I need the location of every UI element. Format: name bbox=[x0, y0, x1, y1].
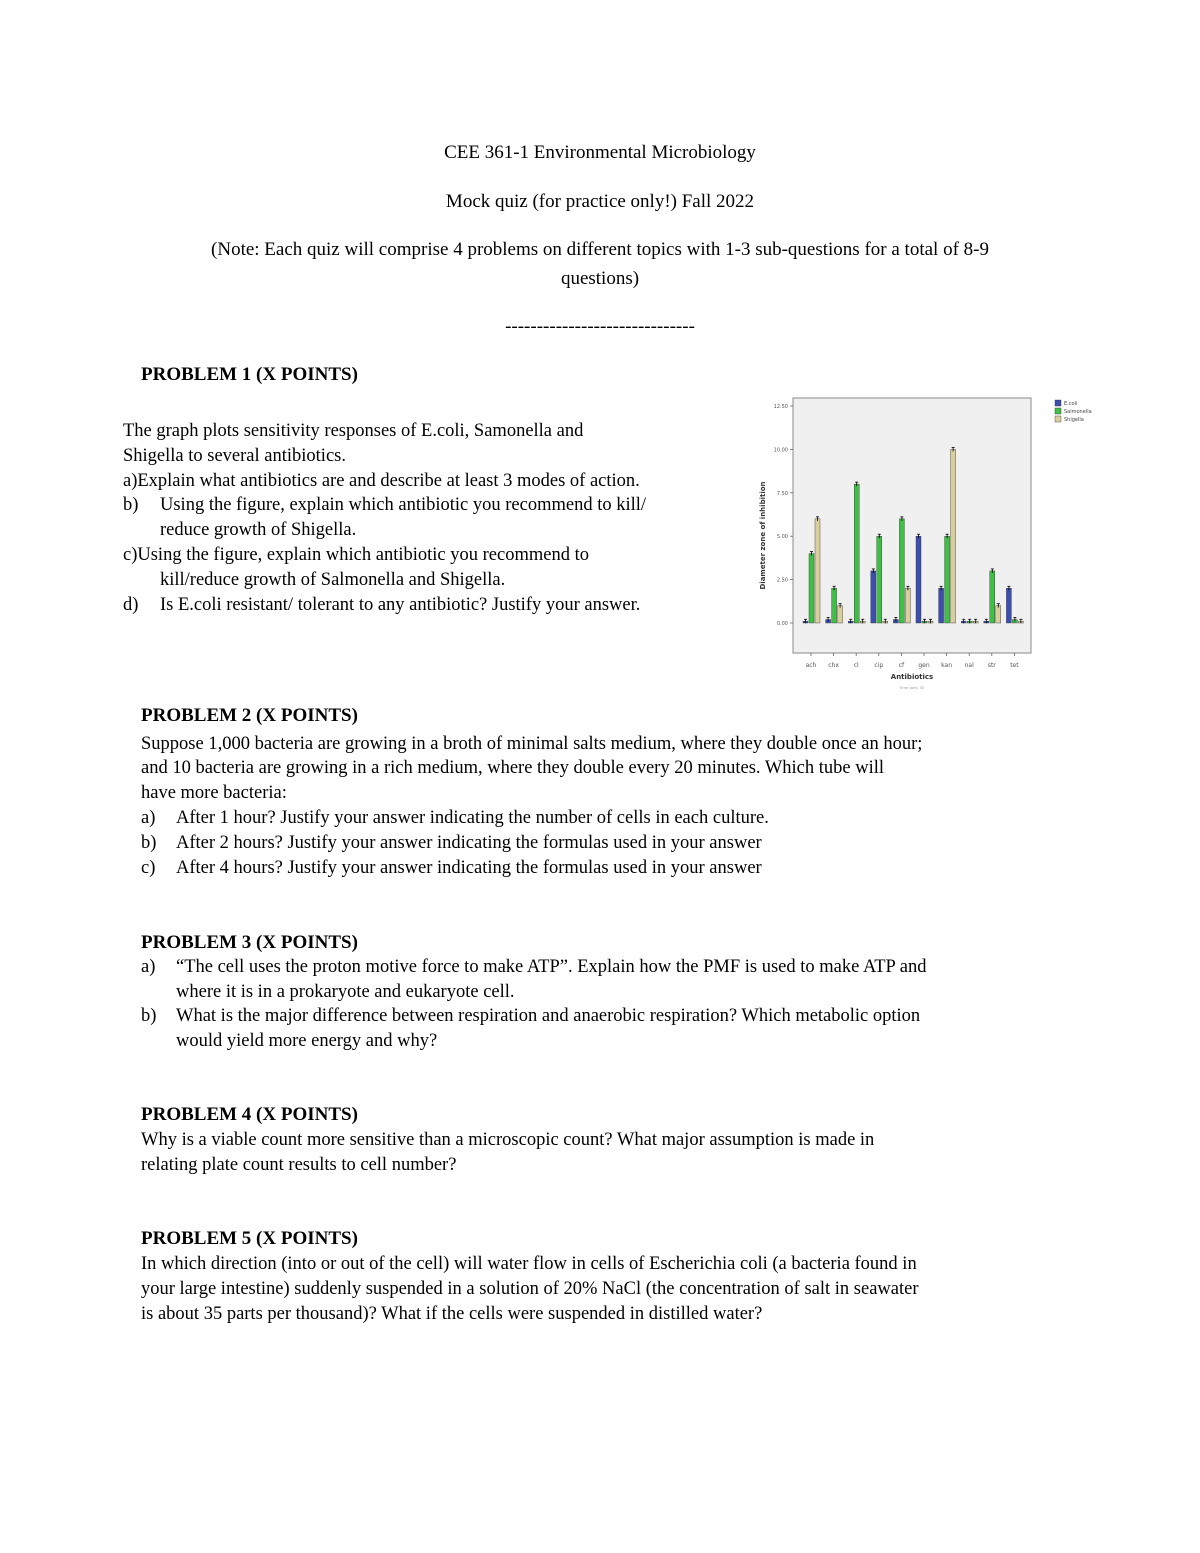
bar-ecoli-cip bbox=[871, 571, 876, 623]
y-tick-label: 10.00 bbox=[773, 447, 788, 454]
problem2-title: PROBLEM 2 (X POINTS) bbox=[141, 705, 358, 726]
bar-ecoli-tet bbox=[1006, 588, 1011, 623]
chart-footer: Error bars: SE bbox=[900, 686, 924, 690]
problem3-item-cont: where it is in a prokaryote and eukaryote cell. bbox=[176, 982, 515, 1002]
problem2-item: After 4 hours? Justify your answer indicating the formulas used in your answer bbox=[176, 858, 762, 878]
x-axis-label: Antibiotics bbox=[890, 673, 934, 681]
legend-swatch bbox=[1055, 408, 1061, 414]
problem3-item-label: b) bbox=[141, 1006, 157, 1026]
note-line-2: questions) bbox=[560, 268, 640, 289]
bar-shigella-chx bbox=[838, 606, 843, 623]
problem2-item: After 2 hours? Justify your answer indicating the formulas used in your answer bbox=[176, 833, 762, 853]
bar-salmonella-chx bbox=[832, 588, 837, 623]
bar-salmonella-ach bbox=[809, 554, 814, 623]
problem1-item-c-cont: kill/reduce growth of Salmonella and Shigella. bbox=[160, 570, 506, 590]
x-tick-label: cl bbox=[853, 662, 859, 669]
x-tick-label: kan bbox=[941, 662, 953, 669]
problem4-title: PROBLEM 4 (X POINTS) bbox=[141, 1104, 358, 1125]
problem5-title: PROBLEM 5 (X POINTS) bbox=[141, 1228, 358, 1249]
problem1-item-c: c)Using the figure, explain which antibiotic you recommend to bbox=[123, 545, 589, 565]
problem2-item-label: b) bbox=[141, 833, 157, 853]
x-tick-label: gen bbox=[918, 662, 930, 669]
note-line-1: (Note: Each quiz will comprise 4 problems on different topics with 1-3 sub-questions for a total of 8-9 bbox=[211, 239, 989, 260]
legend-label: Shigella bbox=[1064, 417, 1084, 423]
bar-shigella-cf bbox=[905, 588, 910, 623]
problem1-title: PROBLEM 1 (X POINTS) bbox=[141, 364, 358, 385]
problem1-item-b-label: b) bbox=[123, 495, 139, 515]
problem5-line: your large intestine) suddenly suspended in a solution of 20% NaCl (the concentration of salt in seawater bbox=[141, 1279, 919, 1299]
x-tick-label: cf bbox=[898, 662, 905, 669]
problem2-item: After 1 hour? Justify your answer indicating the number of cells in each culture. bbox=[176, 808, 769, 828]
x-tick-label: ach bbox=[805, 662, 817, 669]
problem2-item-label: a) bbox=[141, 808, 156, 828]
problem3-item-label: a) bbox=[141, 957, 156, 977]
legend-swatch bbox=[1055, 416, 1061, 422]
bar-shigella-str bbox=[996, 606, 1001, 623]
problem3-title: PROBLEM 3 (X POINTS) bbox=[141, 932, 358, 953]
y-tick-label: 2.50 bbox=[776, 577, 788, 584]
bar-salmonella-kan bbox=[945, 536, 950, 623]
y-axis-label: Diameter zone of inhibition bbox=[759, 481, 767, 590]
bar-salmonella-cl bbox=[854, 484, 859, 623]
problem2-intro: Suppose 1,000 bacteria are growing in a broth of minimal salts medium, where they double once an hour; bbox=[141, 734, 923, 754]
x-tick-label: tet bbox=[1010, 662, 1019, 669]
x-tick-label: cip bbox=[874, 662, 884, 669]
course-title: CEE 361-1 Environmental Microbiology bbox=[444, 142, 756, 163]
x-tick-label: chx bbox=[828, 662, 839, 669]
problem3-item: “The cell uses the proton motive force to make ATP”. Explain how the PMF is used to make ATP and bbox=[176, 957, 927, 977]
y-tick-label: 12.50 bbox=[773, 404, 788, 410]
problem4-line: Why is a viable count more sensitive than a microscopic count? What major assumption is made in bbox=[141, 1130, 875, 1150]
problem5-line: In which direction (into or out of the cell) will water flow in cells of Escherichia coli (a bacteria found in bbox=[141, 1254, 917, 1274]
problem4-line: relating plate count results to cell number? bbox=[141, 1155, 457, 1175]
problem1-item-d-label: d) bbox=[123, 595, 139, 615]
y-tick-label: 7.50 bbox=[776, 490, 788, 497]
problem1-item-d: Is E.coli resistant/ tolerant to any antibiotic? Justify your answer. bbox=[160, 595, 641, 615]
problem5-line: is about 35 parts per thousand)? What if the cells were suspended in distilled water? bbox=[141, 1304, 763, 1324]
problem2-intro: and 10 bacteria are growing in a rich medium, where they double every 20 minutes. Which tube will bbox=[141, 758, 885, 778]
problem3-item: What is the major difference between respiration and anaerobic respiration? Which metabolic option bbox=[176, 1006, 921, 1026]
x-tick-label: nal bbox=[964, 662, 974, 669]
bar-salmonella-str bbox=[990, 571, 995, 623]
legend-swatch bbox=[1055, 400, 1061, 406]
legend-label: Salmonella bbox=[1064, 409, 1092, 415]
quiz-subtitle: Mock quiz (for practice only!) Fall 2022 bbox=[445, 191, 755, 212]
problem1-line: Shigella to several antibiotics. bbox=[123, 446, 346, 466]
bar-ecoli-gen bbox=[916, 536, 921, 623]
y-tick-label: 5.00 bbox=[776, 534, 788, 541]
bar-salmonella-cf bbox=[899, 519, 904, 623]
problem1-line: The graph plots sensitivity responses of E.coli, Samonella and bbox=[123, 421, 584, 441]
problem3-item-cont: would yield more energy and why? bbox=[176, 1031, 438, 1051]
y-tick-label: 0.00 bbox=[776, 621, 788, 627]
bar-shigella-kan bbox=[951, 449, 956, 623]
problem2-intro: have more bacteria: bbox=[141, 783, 287, 803]
divider: ------------------------------ bbox=[505, 316, 695, 337]
antibiotic-chart bbox=[750, 390, 1110, 695]
x-tick-label: str bbox=[987, 662, 996, 669]
problem2-item-label: c) bbox=[141, 858, 156, 878]
problem1-item-a: a)Explain what antibiotics are and describe at least 3 modes of action. bbox=[123, 471, 640, 491]
plot-area bbox=[793, 398, 1031, 653]
bar-shigella-ach bbox=[815, 519, 820, 623]
legend-label: E.coli bbox=[1064, 401, 1078, 407]
problem1-item-b-cont: reduce growth of Shigella. bbox=[160, 520, 357, 540]
problem1-item-b: Using the figure, explain which antibiotic you recommend to kill/ bbox=[160, 495, 647, 515]
bar-salmonella-cip bbox=[877, 536, 882, 623]
bar-ecoli-kan bbox=[939, 588, 944, 623]
